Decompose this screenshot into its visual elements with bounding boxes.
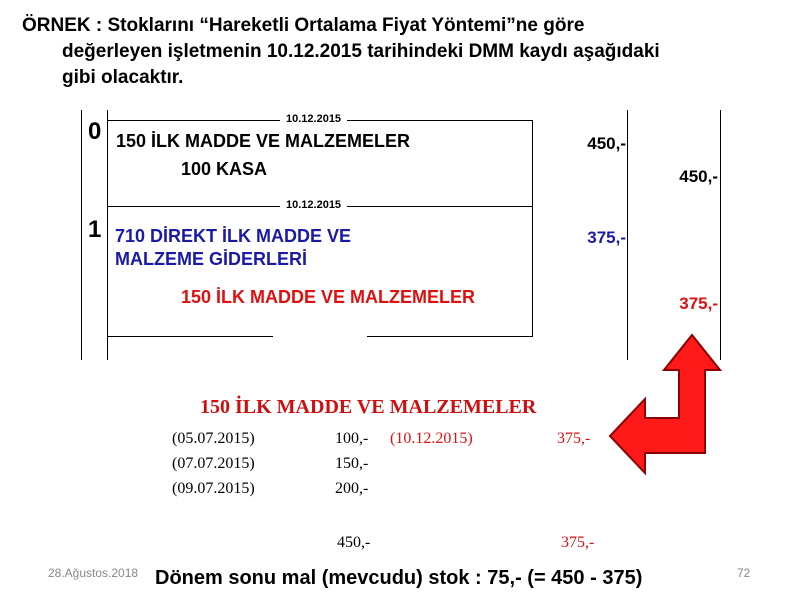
journal-right-border	[720, 110, 721, 360]
entry-1-credit-account: 150 İLK MADDE VE MALZEMELER	[181, 287, 476, 307]
entry-1-number: 1	[88, 216, 102, 243]
red-arrow-icon	[608, 330, 726, 480]
ledger-debit-amount-2: 150,-	[335, 455, 369, 472]
title-line-3: gibi olacaktır.	[62, 67, 184, 88]
entry-0-debit-amount: 450,-	[587, 134, 626, 153]
ledger-debit-amount-3: 200,-	[335, 480, 369, 497]
entry-1-debit-account-line-1: 710 DİREKT İLK MADDE VE	[115, 226, 352, 246]
ledger-credit-total: 375,-	[561, 534, 595, 551]
entry-0-date: 10.12.2015	[280, 113, 347, 125]
ledger-debit-date-2: (07.07.2015)	[172, 455, 255, 472]
entry-0-credit-amount: 450,-	[679, 167, 718, 186]
ledger-debit-total: 450,-	[337, 534, 371, 551]
journal-left-border	[81, 110, 82, 360]
ledger-debit-date-3: (09.07.2015)	[172, 480, 255, 497]
closing-stock-text: Dönem sonu mal (mevcudu) stok : 75,- (= 450 - 375)	[155, 567, 643, 589]
journal-bottom-right	[367, 336, 533, 337]
journal-account-divider	[532, 120, 533, 337]
journal-debit-divider	[627, 110, 628, 360]
ledger-credit-date-1: (10.12.2015)	[390, 430, 473, 447]
entry-1-debit-account-line-2: MALZEME GİDERLERİ	[115, 249, 307, 269]
journal-number-divider	[107, 110, 108, 360]
ledger-debit-date-1: (05.07.2015)	[172, 430, 255, 447]
entry-1-debit-amount: 375,-	[587, 228, 626, 247]
footer-page-number: 72	[737, 566, 751, 580]
ledger-credit-amount-1: 375,-	[557, 430, 591, 447]
entry-0-credit-account: 100 KASA	[181, 159, 268, 179]
entry-0-debit-account: 150 İLK MADDE VE MALZEMELER	[116, 131, 411, 151]
entry-0-number: 0	[88, 118, 102, 145]
ledger-title: 150 İLK MADDE VE MALZEMELER	[200, 396, 537, 418]
journal-bottom-left	[107, 336, 273, 337]
entry-1-date: 10.12.2015	[280, 199, 347, 211]
ledger-debit-amount-1: 100,-	[335, 430, 369, 447]
title-line-2: değerleyen işletmenin 10.12.2015 tarihindeki DMM kaydı aşağıdaki	[62, 41, 660, 62]
slide-title	[22, 13, 782, 91]
footer-date: 28.Ağustos.2018	[48, 566, 139, 580]
entry-1-credit-amount: 375,-	[679, 294, 718, 313]
title-line-1: ÖRNEK : Stoklarını “Hareketli Ortalama Fiyat Yöntemi”ne göre	[22, 15, 585, 36]
